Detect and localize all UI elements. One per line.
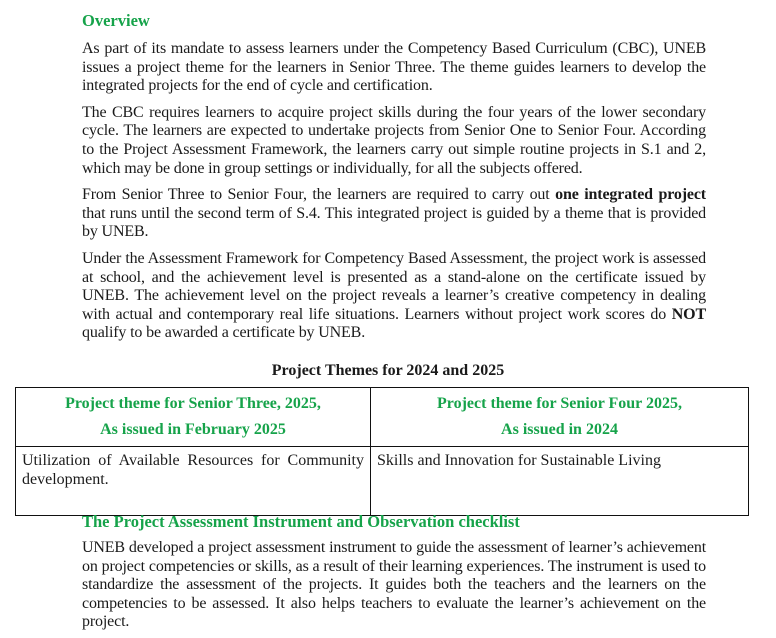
overview-paragraph-2: The CBC requires learners to acquire project skills during the four years of the lower secondary cycle. The learners are expected to undertake projects from Senior One to Senior Four. According to the Project Assessment Framework, the learners carry out simple routine projects in S.1 and 2, which may be done in group settings or individually, for all the subjects offered. [82, 103, 706, 177]
header-senior-four-line2: As issued in 2024 [501, 421, 618, 438]
instrument-section [82, 512, 706, 632]
p4-text-after: qualify to be awarded a certificate by UNEB. [82, 324, 366, 342]
header-senior-four [371, 388, 749, 447]
overview-paragraph-4 [82, 250, 706, 343]
p3-text-before: From Senior Three to Senior Four, the learners are required to carry out [82, 186, 556, 204]
header-senior-three [16, 388, 371, 447]
instrument-heading: The Project Assessment Instrument and Observation checklist [82, 512, 520, 531]
overview-section [82, 11, 706, 31]
overview-body [82, 40, 706, 343]
theme-senior-four: Skills and Innovation for Sustainable Living [371, 447, 749, 516]
theme-senior-three: Utilization of Available Resources for Community development. [16, 447, 371, 516]
header-senior-three-line2: As issued in February 2025 [100, 421, 286, 438]
table-row [16, 447, 749, 516]
themes-header-row [16, 388, 749, 447]
instrument-paragraph: UNEB developed a project assessment instrument to guide the assessment of learner’s achievement on project competencies or skills, as a result of their learning experiences. The instrument is used to standardize the assessment of the projects. It guides both the teachers and the learners on the competencies to be assessed. It also helps teachers to evaluate the learner’s achievement on the project. [82, 539, 706, 631]
overview-heading: Overview [82, 11, 150, 30]
header-senior-three-line1: Project theme for Senior Three, 2025, [65, 395, 321, 412]
themes-title: Project Themes for 2024 and 2025 [271, 362, 505, 379]
p4-bold-text: NOT [671, 305, 706, 323]
header-senior-four-line1: Project theme for Senior Four 2025, [437, 395, 682, 412]
overview-paragraph-3 [82, 186, 706, 242]
themes-table [15, 387, 749, 516]
p4-text-before: Under the Assessment Framework for Competency Based Assessment, the project work is assessed at school, and the achievement level is presented as a stand-alone on the certificate issued by UNEB. The achievement level on the project reveals a learner’s creative competency in dealing with actual and contemporary real life situations. Learners without project work scores do [82, 249, 706, 323]
overview-paragraph-1: As part of its mandate to assess learners under the Competency Based Curriculum (CBC), UNEB issues a project theme for the learners in Senior Three. The theme guides learners to develop the integrated projects for the end of cycle and certification. [82, 40, 706, 95]
p3-text-after: that runs until the second term of S.4. This integrated project is guided by a theme that is provided by UNEB. [82, 204, 706, 241]
p3-bold-text: one integrated project [555, 186, 706, 204]
